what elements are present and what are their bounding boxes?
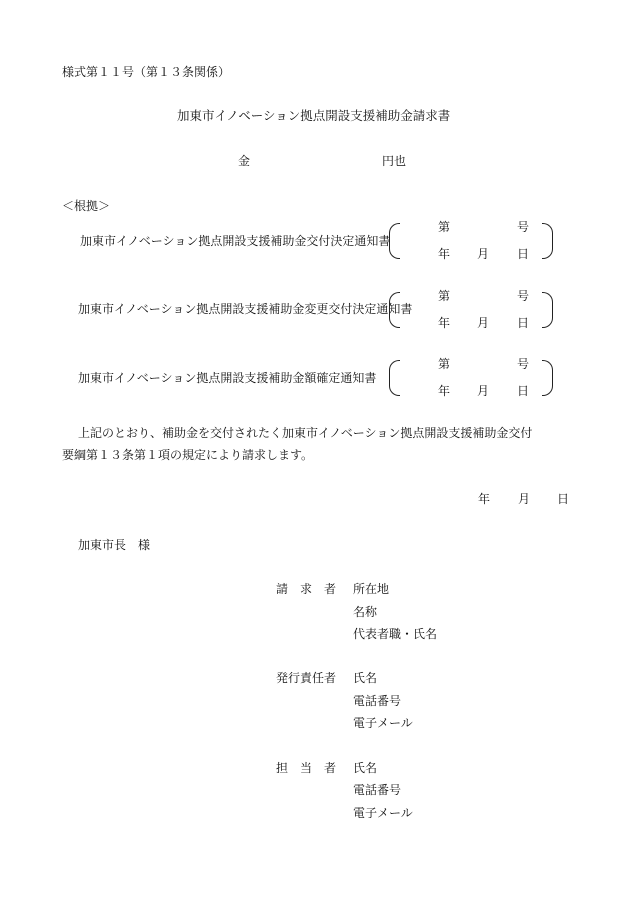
basis-heading: ＜根拠＞ <box>62 199 111 213</box>
contact-name-label: 氏名 <box>353 761 378 775</box>
basis-item-3-day: 日 <box>517 384 530 398</box>
basis-item-2-go: 号 <box>517 289 530 303</box>
bracket-right <box>542 223 553 259</box>
bracket-right <box>542 360 553 396</box>
basis-item-3-year: 年 <box>438 384 451 398</box>
bracket-left <box>389 292 400 328</box>
basis-item-3-dai: 第 <box>438 357 451 371</box>
claimant-address-label: 所在地 <box>353 582 390 596</box>
basis-item-1-year: 年 <box>438 247 451 261</box>
basis-item-2-year: 年 <box>438 316 451 330</box>
basis-item-2-dai: 第 <box>438 289 451 303</box>
date-day: 日 <box>557 492 570 506</box>
basis-item-1-month: 月 <box>477 247 490 261</box>
date-year: 年 <box>478 492 491 506</box>
basis-item-2-label: 加東市イノベーション拠点開設支援補助金変更交付決定通知書 <box>78 302 413 316</box>
amount-suffix: 円也 <box>382 154 407 168</box>
basis-item-2-month: 月 <box>477 316 490 330</box>
claimant-role: 請 求 者 <box>276 582 337 596</box>
basis-item-1-dai: 第 <box>438 220 451 234</box>
bracket-left <box>389 223 400 259</box>
basis-item-1-day: 日 <box>517 247 530 261</box>
body-text-line-2: 要綱第１３条第１項の規定により請求します。 <box>62 448 314 462</box>
body-text-line-1: 上記のとおり、補助金を交付されたく加東市イノベーション拠点開設支援補助金交付 <box>78 426 533 440</box>
issuer-name-label: 氏名 <box>353 671 378 685</box>
basis-item-1-go: 号 <box>517 220 530 234</box>
contact-phone-label: 電話番号 <box>353 783 402 797</box>
basis-item-2-day: 日 <box>517 316 530 330</box>
date-month: 月 <box>518 492 531 506</box>
contact-email-label: 電子メール <box>353 806 413 820</box>
form-number: 様式第１１号（第１３条関係） <box>62 65 231 79</box>
basis-item-3-go: 号 <box>517 357 530 371</box>
contact-role: 担 当 者 <box>276 761 337 775</box>
basis-item-1-label: 加東市イノベーション拠点開設支援補助金交付決定通知書 <box>80 234 391 248</box>
basis-item-3-month: 月 <box>477 384 490 398</box>
issuer-role: 発行責任者 <box>276 671 337 685</box>
issuer-email-label: 電子メール <box>353 716 413 730</box>
issuer-phone-label: 電話番号 <box>353 694 402 708</box>
amount-prefix: 金 <box>238 154 251 168</box>
bracket-right <box>542 292 553 328</box>
addressee: 加東市長 様 <box>78 538 151 552</box>
document-title: 加東市イノベーション拠点開設支援補助金請求書 <box>177 108 451 123</box>
claimant-name-label: 名称 <box>353 605 378 619</box>
bracket-left <box>389 360 400 396</box>
claimant-representative-label: 代表者職・氏名 <box>353 627 438 641</box>
basis-item-3-label: 加東市イノベーション拠点開設支援補助金額確定通知書 <box>78 371 377 385</box>
